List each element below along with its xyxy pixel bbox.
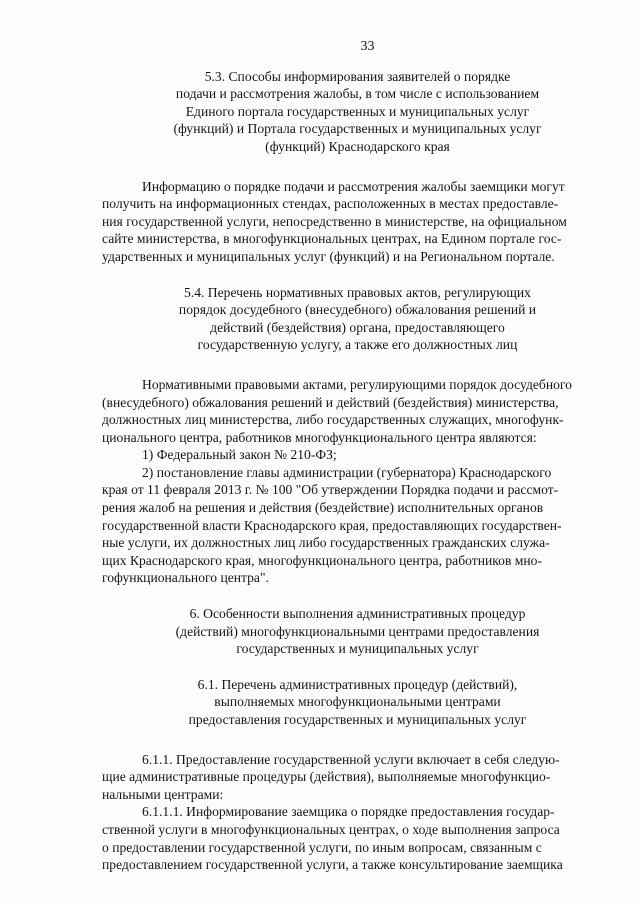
paragraph-line: гофункционального центра". xyxy=(102,570,269,586)
paragraph-line: получить на информационных стендах, расположенных в местах предоставле- xyxy=(102,196,559,212)
section-5-3-paragraph xyxy=(102,178,613,266)
heading-line: порядок досудебного (внесудебного) обжалования решений и xyxy=(178,302,537,318)
section-6-1-heading xyxy=(102,676,613,729)
paragraph-line: должностных лиц министерства, либо государственных служащих, многофунк- xyxy=(102,412,564,428)
heading-line: (действий) многофункциональными центрами предоставления xyxy=(175,623,540,639)
section-5-3-heading xyxy=(102,68,613,156)
heading-line: действий (бездействия) органа, предоставляющего xyxy=(210,319,505,335)
heading-line: подачи и рассмотрения жалобы, в том числе с использованием xyxy=(175,86,540,102)
paragraph-line: ные услуги, их должностных лиц либо государственных гражданских служа- xyxy=(102,535,550,551)
paragraph-line: предоставлением государственной услуги, а также консультирование заемщика xyxy=(102,857,563,873)
paragraph-line: 6.1.1. Предоставление государственной услуги включает в себя следую- xyxy=(142,751,560,767)
list-item-decree xyxy=(102,464,613,587)
paragraph-line: нальными центрами: xyxy=(102,786,224,802)
page-number: 33 xyxy=(360,39,375,54)
section-5-4-heading xyxy=(102,284,613,354)
paragraph-line: щие административные процедуры (действия), выполняемые многофункцио- xyxy=(102,769,551,785)
paragraph-line: края от 11 февраля 2013 г. № 100 "Об утверждении Порядка подачи и рассмот- xyxy=(102,482,559,498)
paragraph-line: (внесудебного) обжалования решений и действий (бездействия) министерства, xyxy=(102,394,559,410)
paragraph-6-1-1-1 xyxy=(102,803,613,873)
heading-line: 5.4. Перечень нормативных правовых актов, регулирующих xyxy=(184,284,531,300)
heading-line: выполняемых многофункциональными центрами xyxy=(214,694,501,710)
paragraph-line: государственной власти Краснодарского края, предоставляющих государствен- xyxy=(102,517,562,533)
paragraph-line: ударственных и муниципальных услуг (функций) и на Региональном портале. xyxy=(102,248,555,264)
heading-line: государственную услугу, а также его должностных лиц xyxy=(197,337,518,353)
paragraph-line: сайте министерства, в многофункциональных центрах, на Едином портале гос- xyxy=(102,231,562,247)
paragraph-line: ния государственной услуги, непосредственно в министерстве, на официальном xyxy=(102,213,567,229)
paragraph-line: ственной услуги в многофункциональных центрах, о ходе выполнения запроса xyxy=(102,821,560,837)
heading-line: Единого портала государственных и муниципальных услуг xyxy=(185,103,530,119)
paragraph-line: щих Краснодарского края, многофункционального центра, работников мно- xyxy=(102,552,542,568)
paragraph-6-1-1 xyxy=(102,751,613,804)
section-6-heading xyxy=(102,605,613,658)
paragraph-line: 2) постановление главы администрации (губернатора) Краснодарского xyxy=(142,464,552,480)
paragraph-line: Информацию о порядке подачи и рассмотрения жалобы заемщики могут xyxy=(142,178,565,194)
heading-line: предоставления государственных и муниципальных услуг xyxy=(188,712,527,727)
heading-line: государственных и муниципальных услуг xyxy=(236,641,479,657)
paragraph-line: 6.1.1.1. Информирование заемщика о порядке предоставления государ- xyxy=(142,804,555,820)
paragraph-line: о предоставлении государственной услуги, по иным вопросам, связанным с xyxy=(102,839,542,855)
heading-line: (функций) и Портала государственных и муниципальных услуг xyxy=(173,121,542,137)
paragraph-line: рения жалоб на решения и действия (бездействие) исполнительных органов xyxy=(102,500,544,516)
list-item-federal-law: 1) Федеральный закон № 210-ФЗ; xyxy=(142,447,337,463)
heading-line: 6. Особенности выполнения административных процедур xyxy=(189,606,526,622)
paragraph-line: ционального центра, работников многофункционального центра являются: xyxy=(102,429,537,445)
paragraph-line: Нормативными правовыми актами, регулирующими порядок досудебного xyxy=(142,376,572,392)
heading-line: (функций) Краснодарского края xyxy=(265,138,450,154)
section-5-4-intro-paragraph xyxy=(102,376,613,446)
heading-line: 6.1. Перечень административных процедур (действий), xyxy=(197,676,518,692)
heading-line: 5.3. Способы информирования заявителей о порядке xyxy=(204,68,511,84)
